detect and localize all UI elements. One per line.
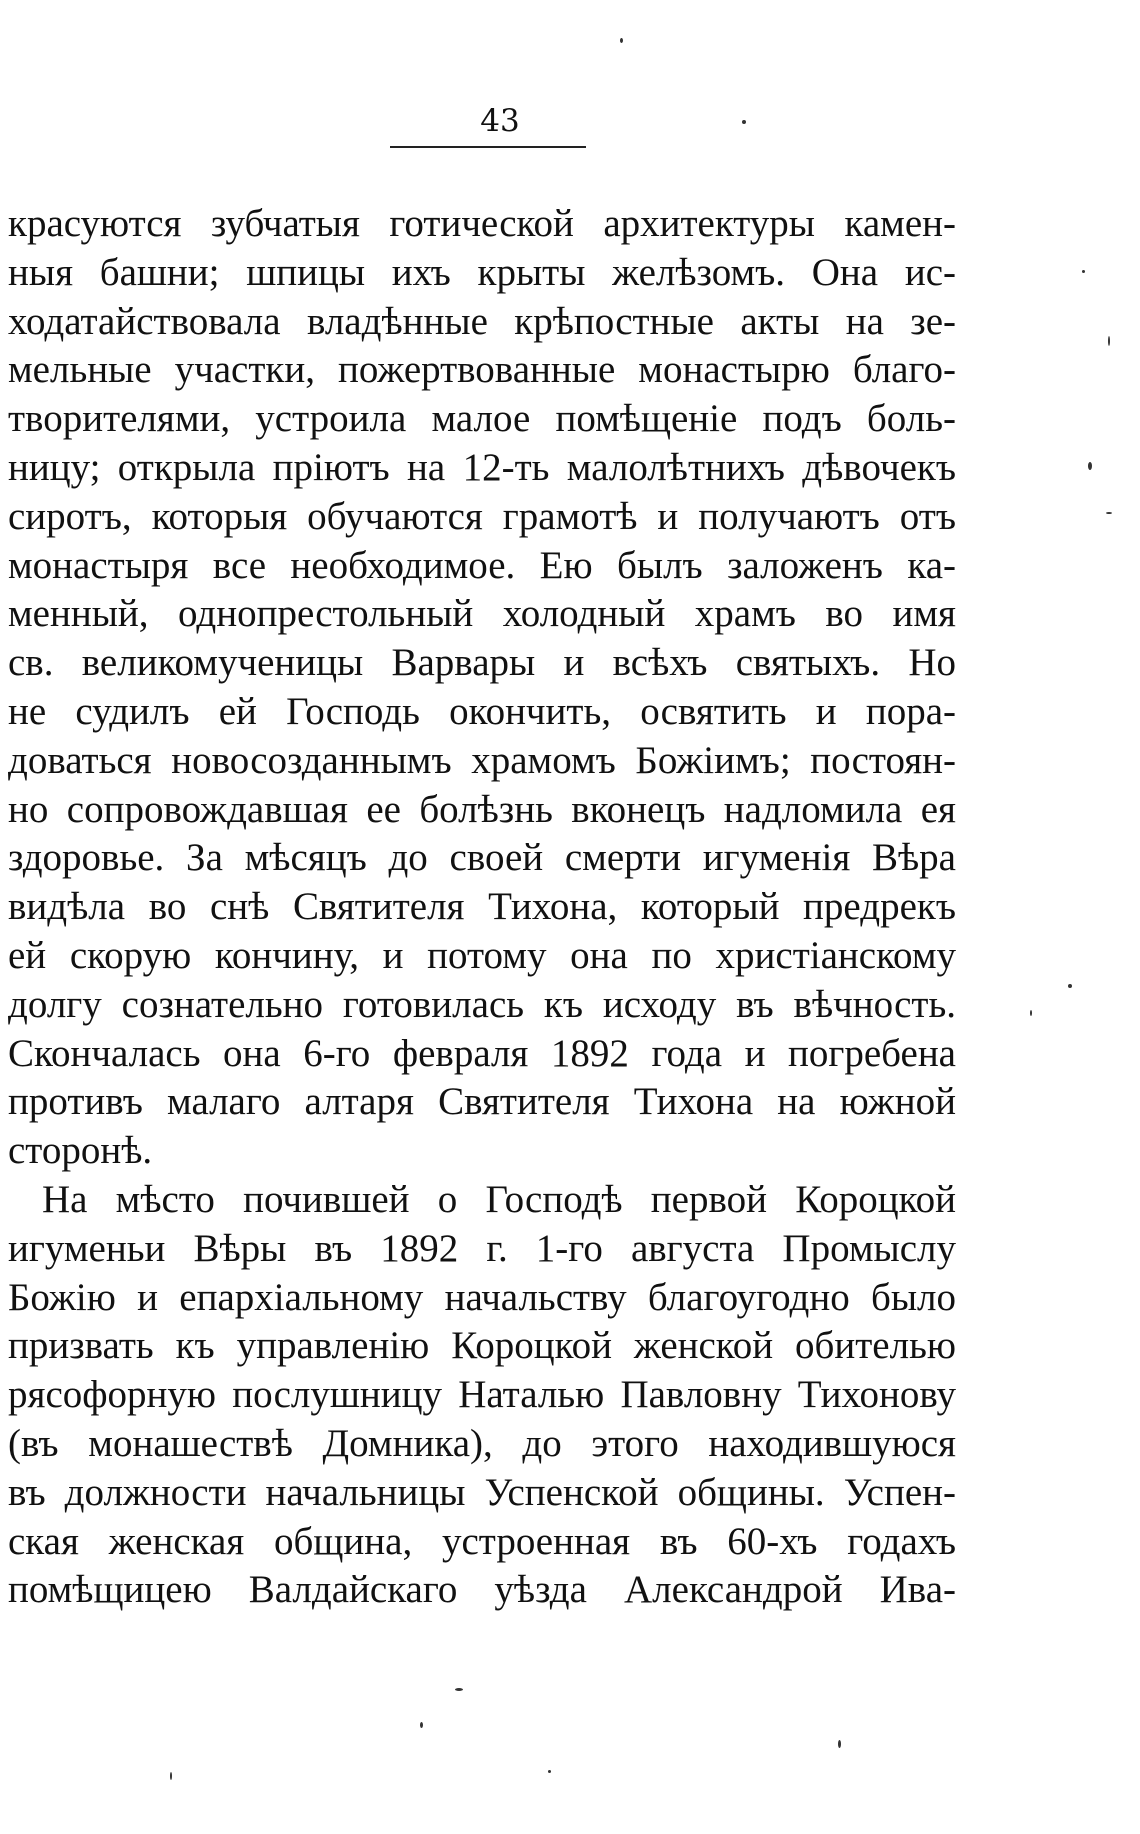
- text-line: помѣщицею Валдайскаго уѣзда Александрой Ива-: [8, 1568, 956, 1612]
- scan-speck: [620, 38, 623, 43]
- text-line: доваться новосозданнымъ храмомъ Божіимъ; постоян-: [8, 738, 956, 782]
- text-line: ей скорую кончину, и потому она по христіанскому: [8, 933, 956, 977]
- text-line: сторонѣ.: [8, 1129, 153, 1173]
- scan-speck: [1030, 1010, 1032, 1016]
- text-line: не судилъ ей Господь окончить, освятить и пора-: [8, 689, 956, 733]
- text-line: красуются зубчатыя готической архитектуры камен-: [8, 202, 956, 245]
- scan-speck: [548, 1770, 551, 1773]
- text-line: долгу сознательно готовилась къ исходу въ вѣчность.: [8, 982, 956, 1026]
- scan-speck: [1088, 462, 1092, 470]
- text-line: видѣла во снѣ Святителя Тихона, который предрекъ: [8, 885, 956, 929]
- text-line: св. великомученицы Варвары и всѣхъ святыхъ. Но: [8, 641, 956, 685]
- scan-speck: [1082, 270, 1085, 273]
- paragraph-2: [8, 1176, 956, 1615]
- text-line: монастыря все необходимое. Ею былъ заложенъ ка-: [8, 543, 956, 587]
- text-line: На мѣсто почившей о Господѣ первой Короцкой: [42, 1177, 956, 1221]
- text-line: Божію и епархіальному начальству благоугодно было: [8, 1275, 956, 1319]
- scan-speck: [742, 120, 746, 124]
- scan-speck: [1108, 336, 1110, 346]
- scan-speck: [170, 1772, 172, 1780]
- text-line: ницу; открыла пріютъ на 12-ть малолѣтнихъ дѣвочекъ: [8, 445, 956, 489]
- text-line: рясофорную послушницу Наталью Павловну Тихонову: [8, 1373, 956, 1417]
- text-line: призвать къ управленію Короцкой женской обителью: [8, 1324, 956, 1368]
- text-line: сиротъ, которыя обучаются грамотѣ и получаютъ отъ: [8, 494, 956, 538]
- scan-speck: [455, 1688, 463, 1691]
- text-line: ныя башни; шпицы ихъ крыты желѣзомъ. Она ис-: [8, 250, 956, 294]
- text-line: менный, однопрестольный холодный храмъ во имя: [8, 592, 956, 636]
- body-text: [8, 200, 956, 1615]
- scan-speck: [838, 1740, 841, 1748]
- scan-speck: [420, 1722, 423, 1728]
- text-line: въ должности начальницы Успенской общины. Успен-: [8, 1470, 956, 1514]
- text-line: ходатайствовала владѣнные крѣпостные акты на зе-: [8, 299, 956, 343]
- text-line: но сопровождавшая ее болѣзнь вконецъ надломила ея: [8, 787, 956, 831]
- text-line: здоровье. За мѣсяцъ до своей смерти игуменія Вѣра: [8, 836, 956, 880]
- text-line: творителями, устроила малое помѣщеніе подъ боль-: [8, 397, 956, 441]
- page-number: 43: [480, 103, 520, 139]
- text-line: мельные участки, пожертвованные монастырю благо-: [8, 348, 956, 392]
- text-line: ская женская община, устроенная въ 60-хъ годахъ: [8, 1519, 956, 1563]
- scan-speck: [1068, 984, 1072, 988]
- text-line: Скончалась она 6-го февраля 1892 года и погребена: [8, 1031, 956, 1075]
- text-line: противъ малаго алтаря Святителя Тихона на южной: [8, 1080, 956, 1124]
- page-number-rule: [390, 146, 586, 148]
- text-line: (въ монашествѣ Домника), до этого находившуюся: [8, 1421, 956, 1465]
- scan-speck: [1106, 512, 1112, 514]
- text-line: игуменьи Вѣры въ 1892 г. 1-го августа Промыслу: [8, 1226, 956, 1270]
- paragraph-1: [8, 200, 956, 1176]
